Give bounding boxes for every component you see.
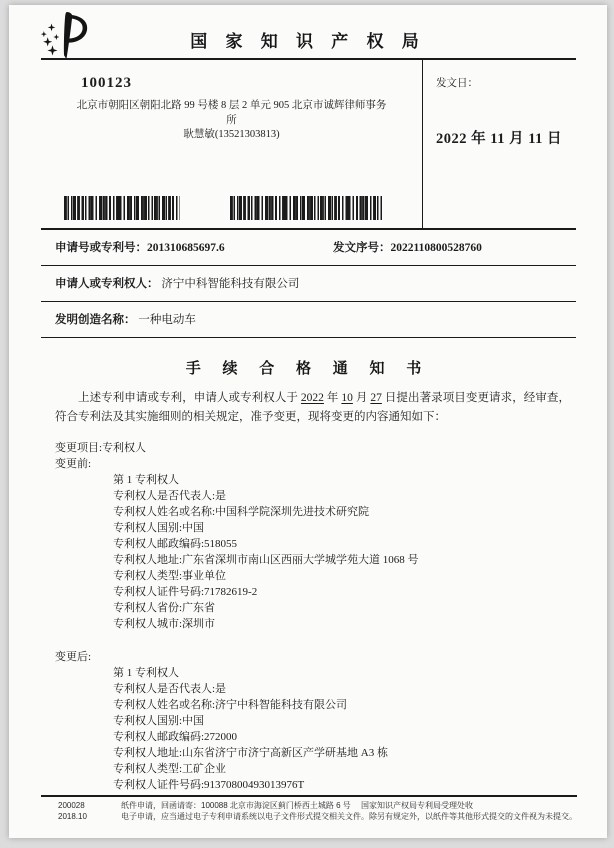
request-year: 2022 — [300, 392, 324, 404]
document-footer — [41, 795, 577, 822]
applicant-label: 申请人或专利权人： — [55, 278, 159, 290]
form-revision: 2018.10 — [58, 811, 87, 821]
issue-date-value: 2022 年 11 月 11 日 — [436, 131, 563, 147]
applicant-value: 济宁中科智能科技有限公司 — [161, 278, 300, 290]
change-details — [41, 440, 576, 793]
after-detail-line: 专利权人姓名或名称:济宁中科智能科技有限公司 — [113, 699, 348, 711]
notice-text: 上述专利申请或专利，申请人或专利权人于 — [78, 392, 301, 404]
document-header — [9, 5, 607, 58]
before-detail-line: 专利权人城市:深圳市 — [113, 618, 216, 630]
change-before-label: 变更前: — [55, 458, 92, 470]
row-applicant — [41, 266, 576, 302]
after-detail-line: 专利权人邮政编码:272000 — [113, 731, 238, 743]
issue-date-label: 发文日： — [436, 78, 478, 89]
change-item-label: 变更项目:专利权人 — [55, 442, 147, 454]
case-info-rows — [41, 230, 576, 338]
application-number-value: 201310685697.6 — [147, 242, 225, 254]
barcode-icon — [230, 196, 382, 220]
recipient-postcode: 100123 — [81, 75, 132, 91]
application-number-label: 申请号或专利号： — [55, 242, 147, 254]
after-detail-line: 第 1 专利权人 — [113, 667, 179, 679]
document-title: 手 续 合 格 通 知 书 — [185, 361, 431, 377]
request-month: 10 — [341, 392, 353, 404]
recipient-address-panel — [41, 60, 423, 228]
after-detail-line: 专利权人是否代表人:是 — [113, 683, 227, 695]
footer-line-paper: 纸件申请，回函请寄：100088 北京市海淀区蓟门桥西土城路 6 号 国家知识产权局专利局受理处收 — [121, 801, 474, 810]
before-detail-line: 专利权人邮政编码:518055 — [113, 538, 238, 550]
notice-text: 年 — [323, 392, 342, 404]
patent-notice-document — [9, 5, 607, 838]
invention-name-value: 一种电动车 — [138, 314, 196, 326]
after-detail-line: 专利权人国别:中国 — [113, 715, 205, 727]
notice-text: 月 — [352, 392, 371, 404]
recipient-name: 耿慧敏(13521303813) — [183, 129, 280, 140]
address-line-2: 所 — [226, 114, 237, 126]
before-detail-line: 专利权人姓名或名称:中国科学院深圳先进技术研究院 — [113, 506, 370, 518]
row-invention-name — [41, 302, 576, 338]
before-detail-line: 专利权人证件号码:71782619-2 — [113, 586, 258, 598]
after-detail-line: 专利权人类型:工矿企业 — [113, 763, 227, 775]
notice-paragraph — [41, 389, 576, 426]
application-number-cell — [55, 239, 333, 255]
after-detail-line: 专利权人地址:山东省济宁市济宁高新区产学研基地 A3 栋 — [113, 747, 388, 759]
form-codes — [41, 801, 121, 822]
issue-date-panel — [423, 60, 576, 228]
barcode-icon — [64, 196, 180, 220]
form-code: 200028 — [58, 801, 85, 810]
before-detail-line: 专利权人国别:中国 — [113, 522, 205, 534]
notice-text: 日提出著录项目变更请求，经审查，符合专利法及其实施细则的相关规定，准予变更，现将变更的内容通知如下： — [55, 392, 571, 423]
recipient-address — [41, 99, 422, 143]
agency-title: 国 家 知 识 产 权 局 — [190, 32, 426, 51]
serial-number-cell — [333, 239, 482, 255]
serial-number-value: 2022110800528760 — [390, 242, 482, 254]
footer-instructions — [121, 801, 577, 822]
before-detail-line: 专利权人是否代表人:是 — [113, 490, 227, 502]
before-detail-line: 第 1 专利权人 — [113, 474, 179, 486]
serial-number-label: 发文序号： — [333, 242, 391, 254]
address-line-1: 北京市朝阳区朝阳北路 99 号楼 8 层 2 单元 905 北京市诚辉律师事务 — [76, 100, 387, 111]
after-detail-line: 专利权人证件号码:91370800493013976T — [113, 779, 305, 791]
before-detail-line: 专利权人类型:事业单位 — [113, 570, 227, 582]
footer-line-electronic: 电子申请，应当通过电子专利申请系统以电子文件形式提交相关文件。除另有规定外，以纸件等其他形式提交的文件视为未提交。 — [121, 811, 577, 821]
barcode-row — [64, 196, 382, 220]
before-detail-line: 专利权人省份:广东省 — [113, 602, 216, 614]
address-date-box — [41, 60, 576, 230]
before-detail-line: 专利权人地址:广东省深圳市南山区西丽大学城学苑大道 1068 号 — [113, 554, 419, 566]
invention-name-label: 发明创造名称： — [55, 314, 136, 326]
row-application-number — [41, 230, 576, 266]
change-after-label: 变更后: — [55, 651, 92, 663]
request-day: 27 — [370, 392, 382, 404]
